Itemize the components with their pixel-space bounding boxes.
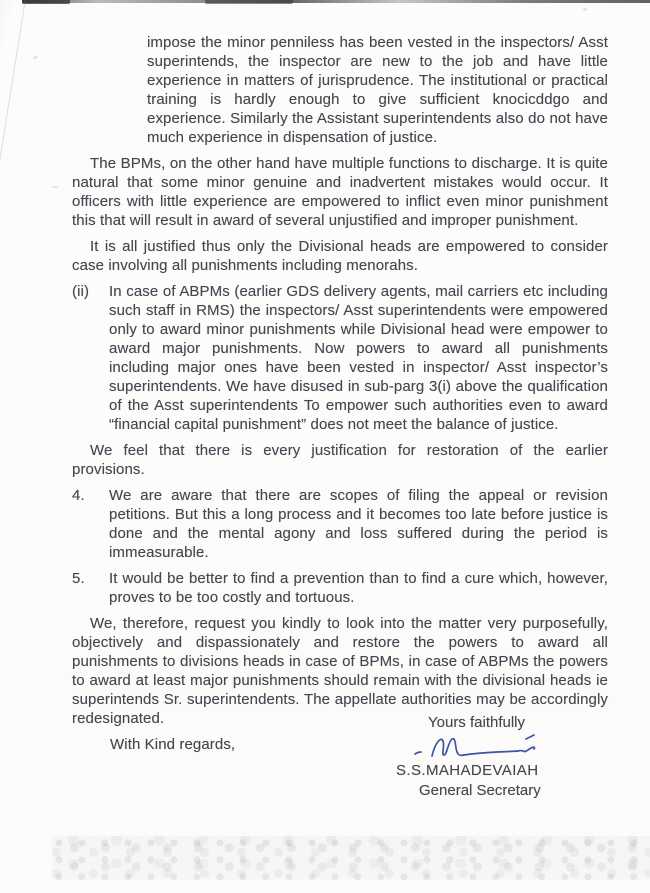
numbered-item-ii [72, 282, 608, 434]
scan-smudge [583, 8, 587, 11]
paper-edge-shadow [0, 0, 27, 214]
item-label-ii: (ii) [72, 283, 90, 300]
item-label-4: 4. [72, 487, 85, 504]
item-label-5: 5. [72, 570, 85, 587]
paragraph-continuation: impose the minor penniless has been vested in the inspectors/ Asst superintends, the inspector are new to the job and have little experience in matters of jurisprudence. The institutional or practical training is hardly enough to give sufficient knocicddgo and experience. Similarly the Assistant superintendents also do not have much experience in dispensation of justice. [147, 34, 608, 146]
signature-scribble-svg [412, 731, 540, 761]
signatory-name: S.S.MAHADEVAIAH [396, 762, 539, 779]
signature-ink [412, 731, 611, 759]
valediction: Yours faithfully [428, 714, 526, 731]
paragraph-bpms-functions: The BPMs, on the other hand have multiple functions to discharge. It is quite natural that some minor genuine and inadvertent mistakes would occur. It officers with little experience are empowered to inflict even minor punishment this that will result in award of several unjustified and improper punishment. [72, 155, 608, 229]
scan-edge-artifact-blob-left [22, 0, 70, 4]
scan-edge-artifact-blob-mid [205, 0, 293, 4]
paragraph-request: We, therefore, request you kindly to look into the matter very purposefully, objectively and dispassionately and restore the powers to award all punishments to divisions heads in case of BPMs, in case of ABPMs the powers to award at least major punishments should remain with the divisional heads ie superintends Sr. superintendents. The appellate authorities may be accordingly redesignated. [72, 615, 608, 727]
paragraph-restoration: We feel that there is every justification for restoration of the earlier provisions. [72, 442, 608, 478]
numbered-item-4 [72, 486, 608, 562]
item-text-5: It would be better to find a prevention than to find a cure which, however, proves to be too costly and tortuous. [109, 570, 608, 606]
scan-smudge [33, 55, 39, 60]
signatory-title: General Secretary [419, 782, 541, 799]
item-text-4: We are aware that there are scopes of filing the appeal or revision petitions. But this a long process and it becomes too late before justice is done and the mental agony and loss suffered during the period is immeasurable. [109, 487, 608, 561]
item-text-ii: In case of ABPMs (earlier GDS delivery agents, mail carriers etc including such staff in RMS) the inspectors/ Asst superintendents were empowered only to award minor punishments while Divisional head were empower to award major punishments. Now powers to award all punishments including major ones have been vested in inspector/ Asst inspector’s superintendents. We have disused in sub-parg 3(i) above the qualification of the Asst superintendents To empower such authorities even to award “financial capital punishment” does not meet the balance of justice. [109, 283, 608, 433]
letter-body [72, 33, 608, 754]
scan-edge-artifact-top [22, 0, 650, 3]
signature-block [396, 713, 611, 800]
closing-line: With Kind regards, [110, 736, 236, 753]
scan-smudge [52, 186, 58, 188]
paragraph-divisional-heads: It is all justified thus only the Divisional heads are empowered to consider case involving all punishments including menorahs. [72, 238, 608, 274]
scan-artifact-bottom-band [52, 836, 650, 880]
numbered-item-5 [72, 569, 608, 607]
